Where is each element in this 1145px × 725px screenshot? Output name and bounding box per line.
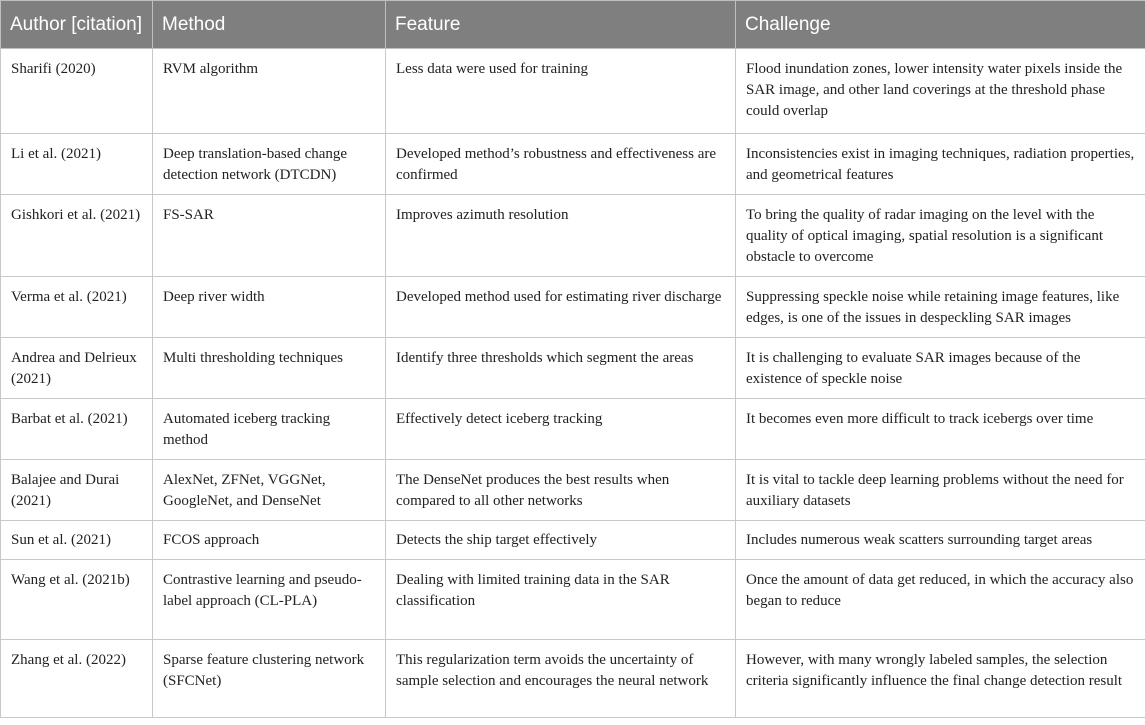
- cell-method: FS-SAR: [153, 195, 386, 277]
- cell-method: Deep river width: [153, 277, 386, 338]
- header-challenge: Challenge: [736, 1, 1145, 49]
- cell-challenge: It is challenging to evaluate SAR images because of the existence of speckle noise: [736, 338, 1145, 399]
- cell-author: Zhang et al. (2022): [1, 640, 153, 718]
- cell-author: Balajee and Durai (2021): [1, 460, 153, 521]
- table-row: [1, 460, 1145, 521]
- cell-feature: Improves azimuth resolution: [386, 195, 736, 277]
- cell-feature: Identify three thresholds which segment the areas: [386, 338, 736, 399]
- cell-challenge: Includes numerous weak scatters surrounding target areas: [736, 521, 1145, 560]
- table-row: [1, 338, 1145, 399]
- table-row: [1, 560, 1145, 640]
- cell-method: Automated iceberg tracking method: [153, 399, 386, 460]
- cell-feature: Dealing with limited training data in the SAR classification: [386, 560, 736, 640]
- table-row: [1, 49, 1145, 134]
- cell-author: Barbat et al. (2021): [1, 399, 153, 460]
- header-feature: Feature: [386, 1, 736, 49]
- cell-feature: This regularization term avoids the uncertainty of sample selection and encourages the neural network: [386, 640, 736, 718]
- cell-challenge: Inconsistencies exist in imaging techniques, radiation properties, and geometrical features: [736, 134, 1145, 195]
- table-row: [1, 521, 1145, 560]
- cell-method: FCOS approach: [153, 521, 386, 560]
- cell-author: Sun et al. (2021): [1, 521, 153, 560]
- cell-challenge: However, with many wrongly labeled samples, the selection criteria significantly influence the final change detection result: [736, 640, 1145, 718]
- cell-challenge: Suppressing speckle noise while retaining image features, like edges, is one of the issues in despeckling SAR images: [736, 277, 1145, 338]
- cell-author: Andrea and Delrieux (2021): [1, 338, 153, 399]
- table-row: [1, 277, 1145, 338]
- cell-author: Verma et al. (2021): [1, 277, 153, 338]
- cell-method: Sparse feature clustering network (SFCNet): [153, 640, 386, 718]
- table-row: [1, 134, 1145, 195]
- cell-feature: Detects the ship target effectively: [386, 521, 736, 560]
- cell-challenge: It becomes even more difficult to track icebergs over time: [736, 399, 1145, 460]
- cell-author: Sharifi (2020): [1, 49, 153, 134]
- cell-challenge: It is vital to tackle deep learning problems without the need for auxiliary datasets: [736, 460, 1145, 521]
- header-method: Method: [153, 1, 386, 49]
- cell-method: RVM algorithm: [153, 49, 386, 134]
- cell-challenge: Once the amount of data get reduced, in which the accuracy also began to reduce: [736, 560, 1145, 640]
- cell-author: Li et al. (2021): [1, 134, 153, 195]
- cell-feature: Less data were used for training: [386, 49, 736, 134]
- cell-feature: Developed method’s robustness and effectiveness are confirmed: [386, 134, 736, 195]
- header-author: Author [citation]: [1, 1, 153, 49]
- table-row: [1, 399, 1145, 460]
- cell-method: AlexNet, ZFNet, VGGNet, GoogleNet, and DenseNet: [153, 460, 386, 521]
- cell-feature: Effectively detect iceberg tracking: [386, 399, 736, 460]
- cell-author: Gishkori et al. (2021): [1, 195, 153, 277]
- cell-method: Multi thresholding techniques: [153, 338, 386, 399]
- table-row: [1, 640, 1145, 718]
- cell-author: Wang et al. (2021b): [1, 560, 153, 640]
- cell-challenge: To bring the quality of radar imaging on the level with the quality of optical imaging, spatial resolution is a significant obstacle to overcome: [736, 195, 1145, 277]
- cell-feature: The DenseNet produces the best results when compared to all other networks: [386, 460, 736, 521]
- cell-challenge: Flood inundation zones, lower intensity water pixels inside the SAR image, and other land coverings at the threshold phase could overlap: [736, 49, 1145, 134]
- cell-feature: Developed method used for estimating river discharge: [386, 277, 736, 338]
- table-header-row: [1, 1, 1145, 49]
- cell-method: Deep translation-based change detection network (DTCDN): [153, 134, 386, 195]
- table-row: [1, 195, 1145, 277]
- cell-method: Contrastive learning and pseudo-label approach (CL-PLA): [153, 560, 386, 640]
